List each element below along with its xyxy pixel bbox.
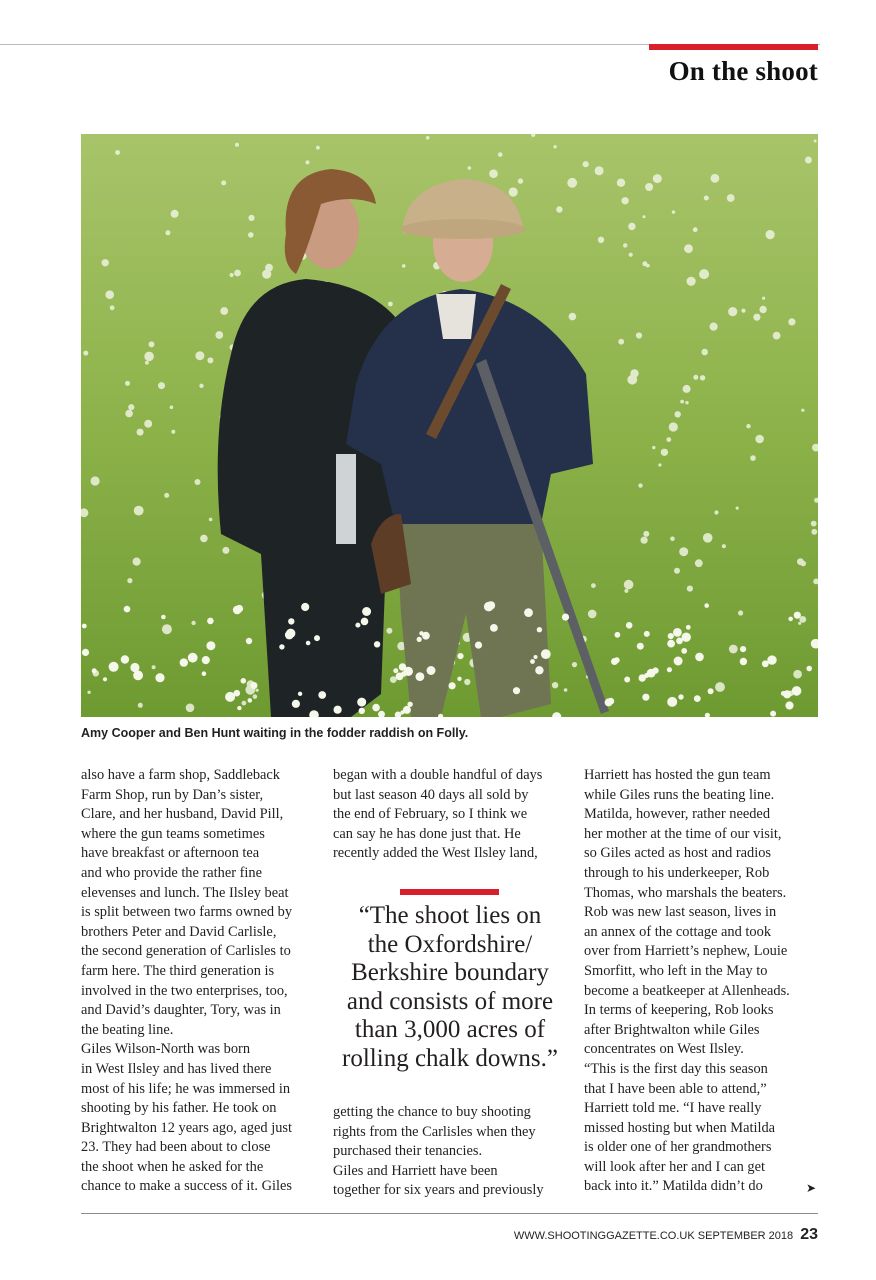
pull-quote-line: Berkshire boundary [351, 959, 549, 986]
article-line: involved in the two enterprises, too, [81, 982, 288, 999]
article-line: “This is the first day this season [584, 1060, 768, 1077]
article-column-1 [81, 766, 317, 1197]
article-line: in West Ilsley and has lived there [81, 1060, 272, 1077]
pull-quote-line: “The shoot lies on [358, 902, 542, 929]
article-line: is older one of her grandmothers [584, 1139, 772, 1156]
article-line: the shoot when he asked for the [81, 1158, 264, 1175]
article-line: Rob was new last season, lives in [584, 904, 777, 921]
pull-quote [326, 902, 574, 1073]
article-line: and David’s daughter, Tory, was in [81, 1002, 281, 1019]
article-line: the beating line. [81, 1021, 174, 1038]
article-line: Smorfitt, who left in the May to [584, 962, 768, 979]
article-line: farm here. The third generation is [81, 962, 275, 979]
article-line: over from Harriett’s nephew, Louie [584, 943, 788, 960]
article-line: elevenses and lunch. The Ilsley beat [81, 884, 289, 901]
article-line: concentrates on West Ilsley. [584, 1041, 744, 1058]
article-line: began with a double handful of days [333, 767, 543, 783]
article-line: Giles Wilson-North was born [81, 1041, 251, 1058]
section-title: On the shoot [668, 56, 818, 86]
article-line: most of his life; he was immersed in [81, 1080, 291, 1097]
pull-quote-line: and consists of more [346, 987, 554, 1015]
article-line: together for six years and previously [333, 1182, 544, 1199]
article-line: an annex of the cottage and took [584, 923, 772, 940]
article-line: recently added the West Ilsley land, [333, 845, 538, 862]
article-line: the second generation of Carlisles to [81, 943, 291, 960]
pull-quote-line: the Oxfordshire/ [367, 930, 533, 958]
article-line: her mother at the time of our visit, [584, 825, 782, 842]
continue-arrow-icon: ➤ [806, 1181, 817, 1195]
article-line: Matilda, however, rather needed [584, 806, 771, 823]
article-line: after Brightwalton while Giles [584, 1021, 760, 1038]
article-line: have breakfast or afternoon tea [81, 845, 260, 862]
article-photo [81, 134, 818, 717]
article-line: but last season 40 days all sold by [333, 786, 529, 803]
article-line: can say he has done just that. He [333, 825, 521, 842]
pull-quote-accent-bar [400, 889, 499, 895]
article-line: getting the chance to buy shooting [333, 1104, 531, 1120]
article-line: so Giles acted as host and radios [584, 845, 772, 862]
article-line: brothers Peter and David Carlisle, [81, 923, 277, 940]
pull-quote-line: than 3,000 acres of [354, 1016, 546, 1043]
article-line: also have a farm shop, Saddleback [81, 767, 281, 783]
footer-site: WWW.SHOOTINGGAZETTE.CO.UK [513, 1230, 695, 1242]
article-line: the end of February, so I think we [333, 806, 528, 823]
article-line: shooting by his father. He took on [81, 1100, 277, 1117]
page-footer [514, 1226, 818, 1244]
footer-rule [81, 1213, 818, 1214]
article-line: Clare, and her husband, David Pill, [81, 806, 284, 823]
article-line: In terms of keepering, Rob looks [584, 1002, 774, 1019]
article-line: through to his underkeeper, Rob [584, 864, 770, 881]
article-line: 23. They had been about to close [81, 1139, 271, 1156]
article-line: that I have been able to attend,” [584, 1080, 767, 1097]
article-column-2-bottom [333, 1103, 569, 1201]
article-line: Brightwalton 12 years ago, aged just [81, 1119, 293, 1136]
photo-caption: Amy Cooper and Ben Hunt waiting in the fodder raddish on Folly. [81, 726, 469, 740]
article-line: back into it.” Matilda didn’t do [584, 1178, 763, 1195]
footer-issue: SEPTEMBER 2018 [697, 1230, 794, 1242]
article-line: while Giles runs the beating line. [584, 786, 775, 803]
pull-quote-line: rolling chalk downs.” [342, 1044, 558, 1072]
article-line: Harriett told me. “I have really [584, 1100, 762, 1117]
section-accent-bar [649, 44, 818, 50]
article-line: Giles and Harriett have been [333, 1162, 498, 1179]
article-line: rights from the Carlisles when they [333, 1123, 536, 1140]
article-line: Farm Shop, run by Dan’s sister, [81, 786, 264, 803]
article-line: purchased their tenancies. [333, 1143, 483, 1160]
article-line: where the gun teams sometimes [81, 825, 265, 842]
article-line: Thomas, who marshals the beaters. [584, 884, 787, 901]
article-column-3 [584, 766, 820, 1197]
article-line: become a beatkeeper at Allenheads. [584, 982, 790, 999]
article-column-2-top [333, 766, 569, 864]
article-line: and who provide the rather fine [81, 864, 263, 881]
article-line: will look after her and I can get [584, 1158, 766, 1175]
page-number: 23 [800, 1226, 818, 1243]
article-line: Harriett has hosted the gun team [584, 767, 771, 783]
article-line: is split between two farms owned by [81, 904, 293, 921]
article-line: chance to make a success of it. Giles [81, 1178, 292, 1195]
article-line: missed hosting but when Matilda [584, 1119, 776, 1136]
